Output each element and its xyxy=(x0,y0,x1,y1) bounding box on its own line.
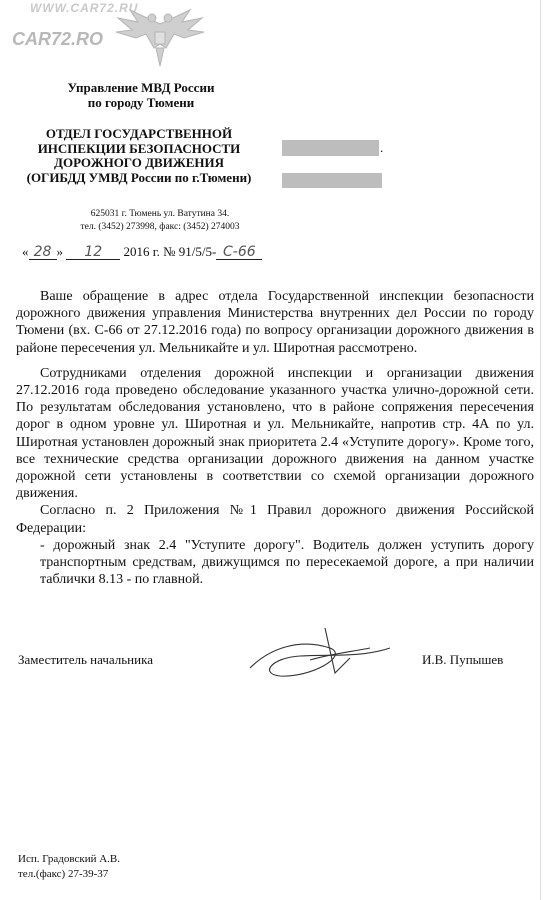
date-day: 28 xyxy=(29,245,57,260)
redacted-recipient-address xyxy=(282,173,382,188)
recipient-trailing-dot: . xyxy=(380,140,384,155)
executor-footer xyxy=(18,852,120,882)
department-line-1: ОТДЕЛ ГОСУДАРСТВЕННОЙ xyxy=(45,126,233,141)
ministry-name: Управление МВД России xyxy=(67,80,215,95)
date-open-quote: « xyxy=(22,244,29,259)
date-month: 12 xyxy=(66,245,120,260)
executor-phone: тел.(факс) 27-39-37 xyxy=(18,868,109,880)
page-edge xyxy=(540,0,541,900)
signatory-name: И.В. Пупышев xyxy=(422,652,504,667)
department-address xyxy=(60,208,260,234)
document-date-line xyxy=(22,244,262,260)
document-number: 2016 г. № 91/5/5- xyxy=(123,244,217,259)
department-header xyxy=(16,127,262,185)
paragraph-inspection: Сотрудниками отделения дорожной инспекции и организации движения 27.12.2016 года проведено обследование указанного участка улично-дорожной сети. По результатам обследования установлено, что в районе сопряжения пересечения дорог в одном уровне ул. Широтная и ул. Мельникайте, напротив стр. 4А по ул. Широтная установлен дорожный знак приоритета 2.4 «Уступите дорогу». Кроме того, все технические средства организации дорожного движения на данном участке дорожной сети установлены в соответствии со схемой организации дорожного движения. xyxy=(16,365,534,502)
double-headed-eagle-emblem-icon xyxy=(110,4,210,68)
signatory-position: Заместитель начальника xyxy=(18,652,153,667)
watermark-url: WWW.CAR72.RU xyxy=(30,1,139,15)
department-line-2: ИНСПЕКЦИИ БЕЗОПАСНОСТИ xyxy=(37,140,241,156)
address-street: 625031 г. Тюмень ул. Ватутина 34. xyxy=(90,209,230,219)
date-close-quote: » xyxy=(56,244,63,259)
ministry-header xyxy=(36,80,246,110)
department-line-4: (ОГИБДД УМВД России по г.Тюмени) xyxy=(26,169,252,185)
executor-name: Исп. Градовский А.В. xyxy=(18,853,121,865)
paragraph-rules-ref: Согласно п. 2 Приложения №1 Правил дорожного движения Российской Федерации: xyxy=(16,503,534,536)
letter-body xyxy=(16,288,534,588)
department-line-3: ДОРОЖНОГО ДВИЖЕНИЯ xyxy=(54,155,224,170)
ministry-city: по городу Тюмени xyxy=(87,95,195,110)
paragraph-sign-definition: - дорожный знак 2.4 "Уступите дорогу". Водитель должен уступить дорогу транспортным средствам, движущимся по пересекаемой дороге, а при наличии таблички 8.13 - по главной. xyxy=(40,537,534,588)
watermark-logo: CAR72.RO xyxy=(12,29,104,49)
paragraph-request: Ваше обращение в адрес отдела Государственной инспекции безопасности дорожного движения управления Министерства внутренних дел России по городу Тюмени (вх. С-66 от 27.12.2016 года) по вопросу организации дорожного движения в районе пересечения ул. Мельникайте и ул. Широтная рассмотрено. xyxy=(16,289,534,356)
address-phones: тел. (3452) 273998, факс: (3452) 274003 xyxy=(80,222,240,232)
redacted-recipient-name xyxy=(282,140,379,156)
document-ref-suffix: С-66 xyxy=(216,245,262,260)
handwritten-signature xyxy=(240,618,400,688)
